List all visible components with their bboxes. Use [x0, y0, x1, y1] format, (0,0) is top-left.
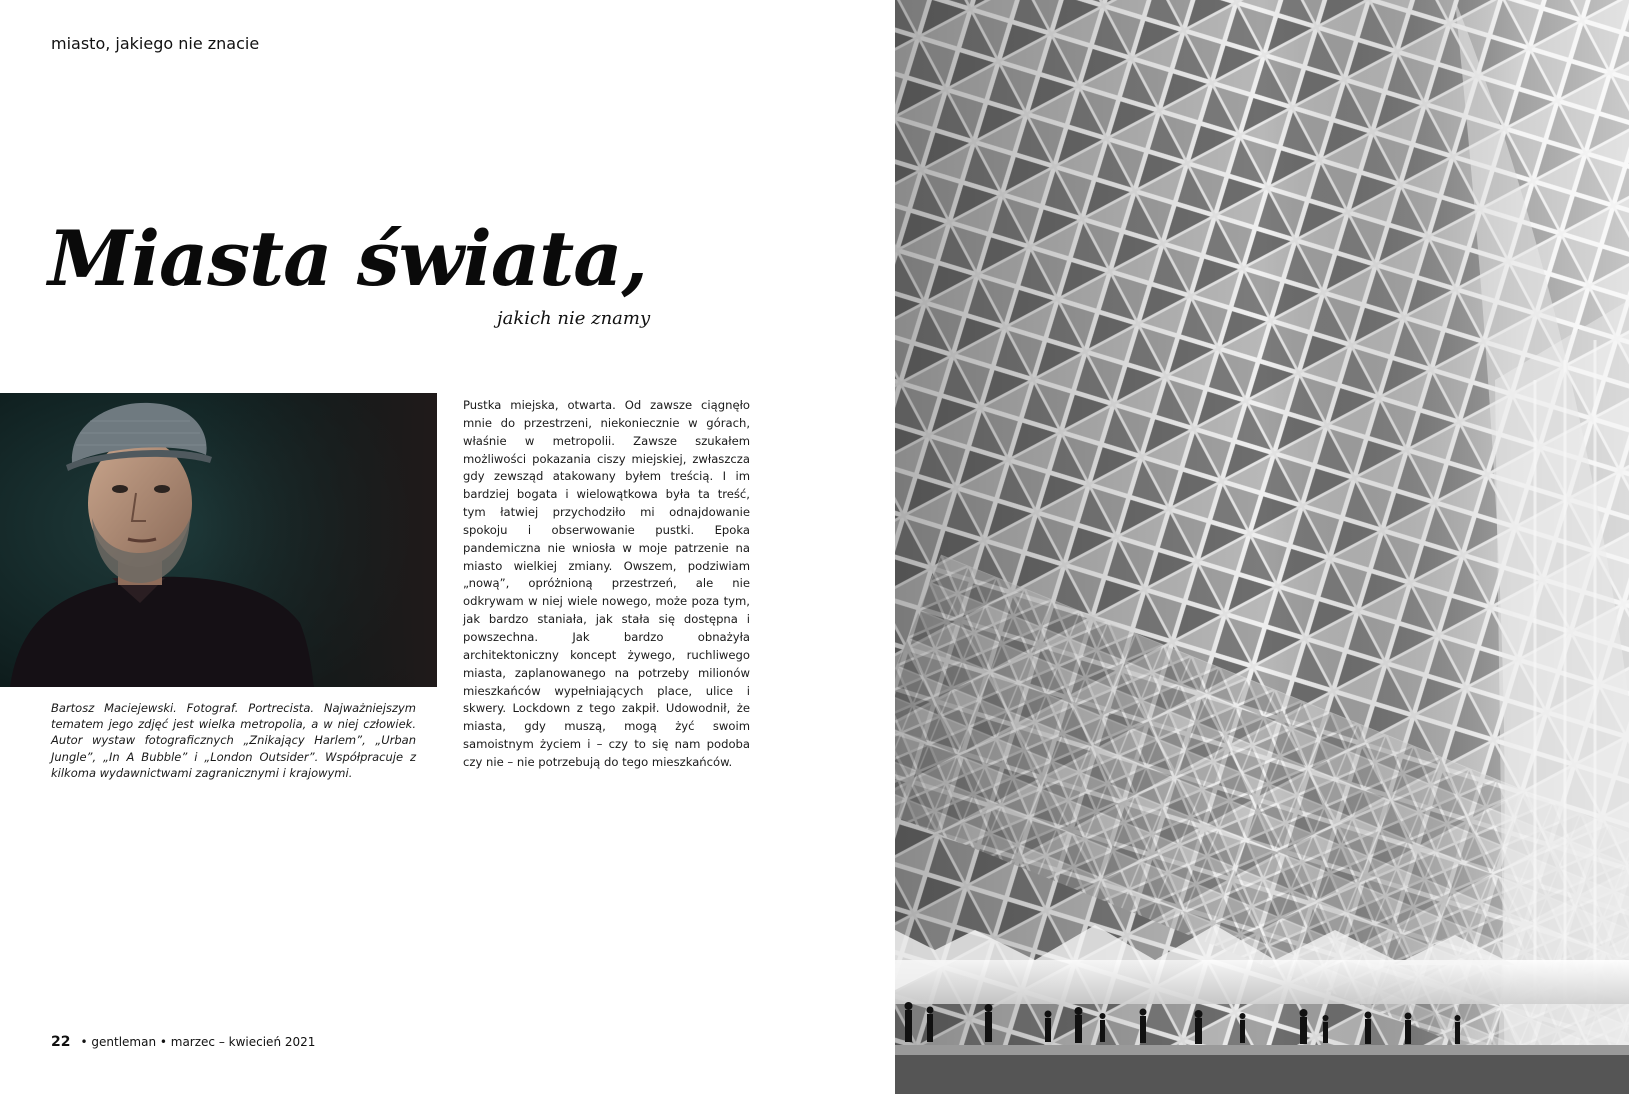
article-subtitle: jakich nie znamy: [497, 308, 651, 329]
portrait-photo: [0, 393, 437, 687]
article-body: Pustka miejska, otwarta. Od zawsze ciągnęło mnie do przestrzeni, niekoniecznie w górach, właśnie w metropolii. Zawsze szukałem możliwości pokazania ciszy miejskiej, zwłaszcza gdy zewsząd atakowany byłem treścią. I im bardziej bogata i wielowątkowa była ta treść, tym łatwiej przychodziło mi odnajdowanie spokoju i obserwowanie pustki. Epoka pandemiczna nie wniosła w moje patrzenie na miasto wielkiej zmiany. Owszem, podziwiam „nową”, opróżnioną przestrzeń, ale nie odkrywam w niej wiele nowego, może poza tym, jak bardzo staniała, jak stała się dostępna i powszechna. Jak bardzo obnażyła architektoniczny koncept żywego, ruchliwego miasta, zaplanowanego na potrzeby milionów mieszkańców wypełniających place, ulice i skwery. Lockdown z tego zakpił. Udowodnił, że miasta, gdy muszą, mogą żyć swoim samoistnym życiem i – czy to się nam podoba czy nie – nie potrzebują do tego mieszkańców.: [463, 398, 750, 769]
page-number: 22: [51, 1034, 71, 1050]
photo-caption: Bartosz Maciejewski. Fotograf. Portrecista. Najważniejszym tematem jego zdjęć jest wielka metropolia, a w niej człowiek. Autor wystaw fotograficznych „Znikający Harlem”, „Urban Jungle”, „In A Bubble” i „London Outsider”. Współpracuje z kilkoma wydawnictwami zagranicznymi i krajowymi.: [51, 701, 416, 780]
publication-info: • gentleman • marzec – kwiecień 2021: [80, 1035, 316, 1049]
architecture-photo: [895, 0, 1629, 1094]
page-footer: [51, 1034, 315, 1050]
section-label: miasto, jakiego nie znacie: [51, 34, 260, 53]
article-title: Miasta świata,: [48, 214, 647, 303]
